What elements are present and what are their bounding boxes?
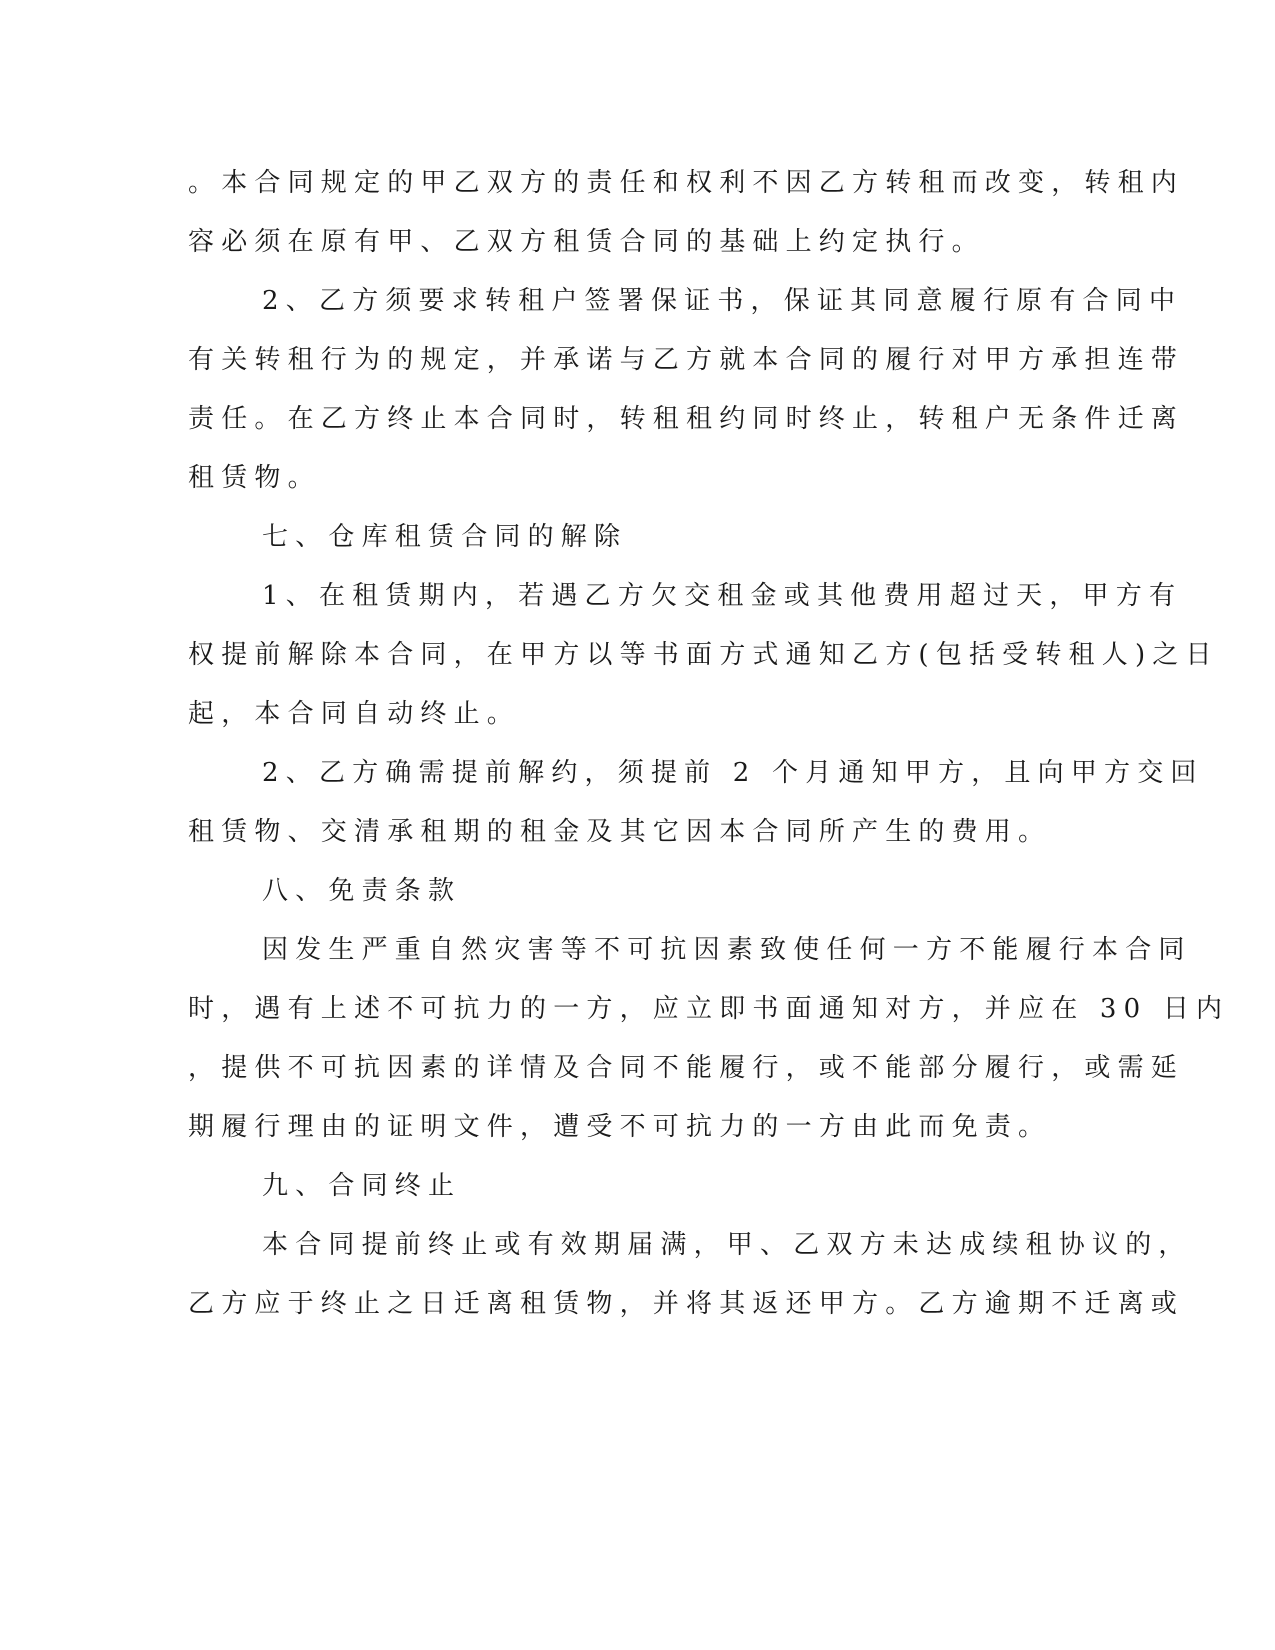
text-line: ，提供不可抗因素的详情及合同不能履行，或不能部分履行，或需延 [188,1053,1185,1083]
text-line: 起，本合同自动终止。 [188,699,521,729]
section-heading: 八、免责条款 [262,876,462,906]
text-line: 期履行理由的证明文件，遭受不可抗力的一方由此而免责。 [188,1112,1052,1142]
section-heading: 七、仓库租赁合同的解除 [262,522,628,552]
text-line: 2、乙方确需提前解约，须提前 2 个月通知甲方，且向甲方交回 [262,758,1204,788]
text-line: 因发生严重自然灾害等不可抗因素致使任何一方不能履行本合同 [262,935,1192,965]
text-line: 1、在租赁期内，若遇乙方欠交租金或其他费用超过天，甲方有 [262,581,1183,611]
text-line: 本合同提前终止或有效期届满，甲、乙双方未达成续租协议的， [262,1230,1192,1260]
text-line: 租赁物。 [188,463,321,493]
text-line: 时，遇有上述不可抗力的一方，应立即书面通知对方，并应在 30 日内 [188,994,1230,1024]
text-line: 2、乙方须要求转租户签署保证书，保证其同意履行原有合同中 [262,286,1183,316]
text-line: 容必须在原有甲、乙双方租赁合同的基础上约定执行。 [188,227,985,257]
text-line: 权提前解除本合同，在甲方以等书面方式通知乙方(包括受转租人)之日 [188,640,1219,670]
text-line: 租赁物、交清承租期的租金及其它因本合同所产生的费用。 [188,817,1052,847]
section-heading: 九、合同终止 [262,1171,462,1201]
text-line: 责任。在乙方终止本合同时，转租租约同时终止，转租户无条件迁离 [188,404,1185,434]
text-line: 。本合同规定的甲乙双方的责任和权利不因乙方转租而改变，转租内 [188,168,1185,198]
text-line: 乙方应于终止之日迁离租赁物，并将其返还甲方。乙方逾期不迁离或 [188,1289,1185,1319]
text-line: 有关转租行为的规定，并承诺与乙方就本合同的履行对甲方承担连带 [188,345,1185,375]
